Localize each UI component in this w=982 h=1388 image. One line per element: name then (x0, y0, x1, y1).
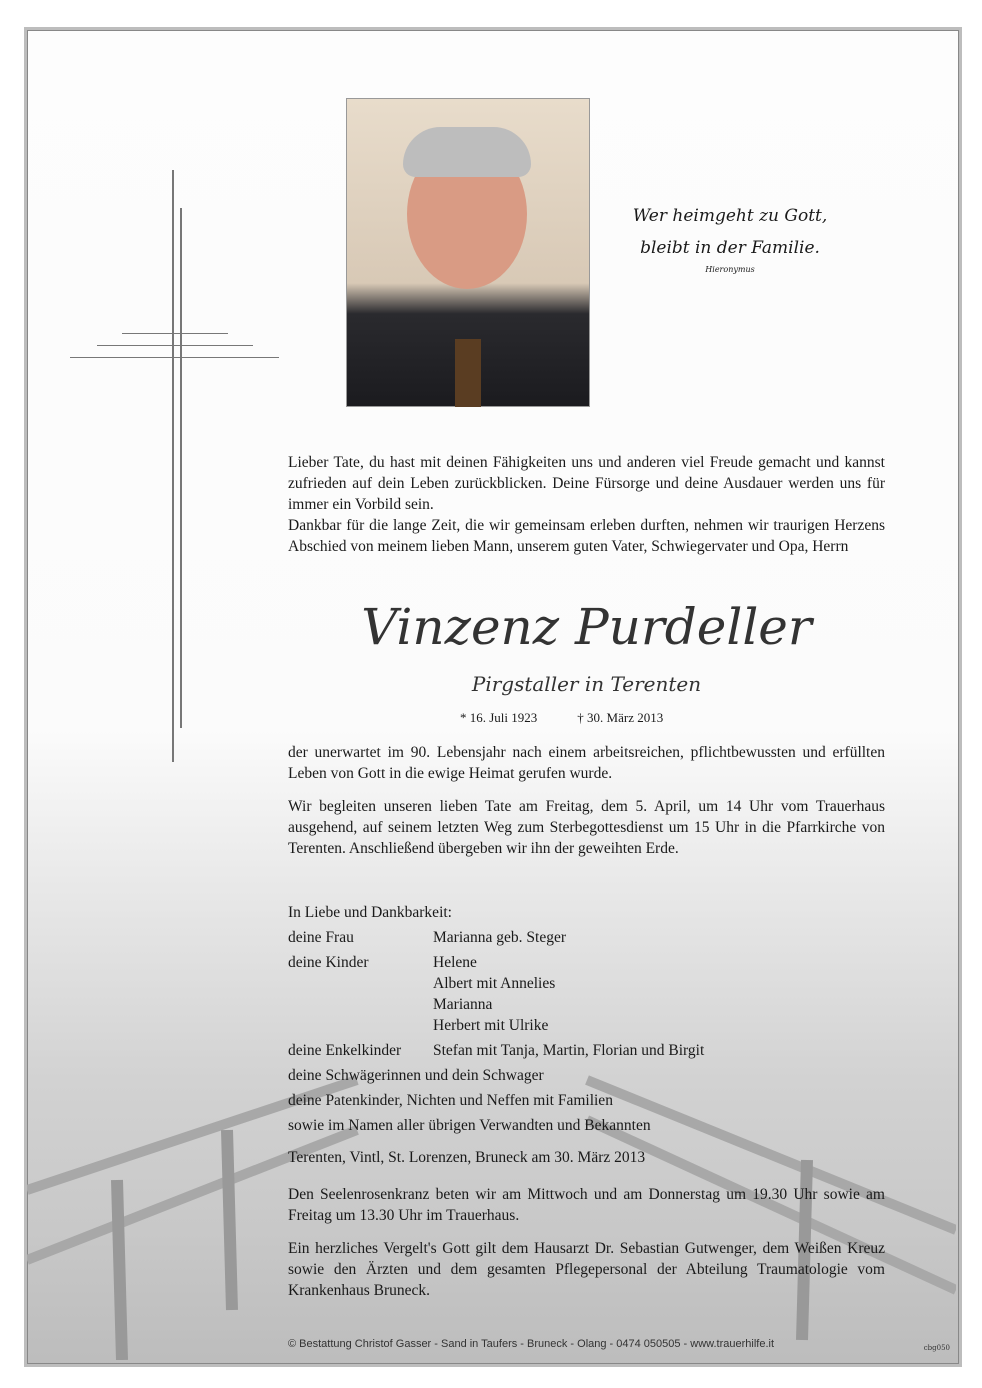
mourner-line: deine Schwägerinnen und dein Schwager (288, 1067, 544, 1084)
names: Helene (433, 954, 477, 971)
intro-text (288, 452, 885, 557)
mourner-line: sowie im Namen aller übrigen Verwandten und Bekannten (288, 1117, 651, 1134)
footer: © Bestattung Christof Gasser - Sand in Taufers - Bruneck - Olang - 0474 050505 - www.trauerhilfe.it (288, 1338, 775, 1350)
paragraph-life: der unerwartet im 90. Lebensjahr nach einem arbeitsreichen, pflichtbewussten und erfüllten Leben von Gott in die ewige Heimat gerufen wurde. (288, 744, 885, 782)
quote-line: bleibt in der Familie. (640, 238, 820, 258)
portrait-photo (346, 98, 590, 407)
names: Marianna (433, 996, 493, 1013)
birth-date: * 16. Juli 1923 (460, 710, 538, 725)
mourner-row (288, 952, 704, 1036)
deceased-subtitle: Pirgstaller in Terenten (471, 672, 702, 696)
relation: deine Kinder (288, 954, 369, 971)
relation: deine Frau (288, 929, 354, 946)
mourner-row (288, 1040, 704, 1061)
mourners (288, 902, 704, 1168)
relation: deine Enkelkinder (288, 1042, 402, 1059)
paragraph-rosary: Den Seelenrosenkranz beten wir am Mittwoch und am Donnerstag um 19.30 Uhr sowie am Freitag um 13.30 Uhr im Trauerhaus. (288, 1186, 885, 1224)
quote-author: Hieronymus (705, 265, 755, 274)
intro-paragraph: Dankbar für die lange Zeit, die wir gemeinsam erleben durften, nehmen wir traurigen Herzens Abschied von meinem lieben Mann, unserem guten Vater, Schwiegervater und Opa, Herrn (288, 517, 885, 555)
paragraph-funeral: Wir begleiten unseren lieben Tate am Freitag, dem 5. April, um 14 Uhr vom Trauerhaus ausgehend, auf seinem letzten Weg zum Sterbegottesdienst um 15 Uhr in die Pfarrkirche von Terenten. Anschließend übergeben wir ihn der geweihten Erde. (288, 798, 885, 857)
death-date: † 30. März 2013 (577, 710, 664, 725)
names: Albert mit Annelies (433, 975, 556, 992)
quote-line: Wer heimgeht zu Gott, (632, 206, 828, 226)
mourner-line: deine Patenkinder, Nichten und Neffen mit Familien (288, 1092, 613, 1109)
mourners-heading: In Liebe und Dankbarkeit: (288, 904, 452, 921)
template-code: cbg050 (923, 1344, 950, 1352)
paragraph-thanks: Ein herzliches Vergelt's Gott gilt dem Hausarzt Dr. Sebastian Gutwenger, dem Weißen Kreuz sowie den Ärzten und dem gesamten Pflegepersonal der Abteilung Traumatologie vom Krankenhaus Bruneck. (288, 1240, 885, 1299)
names: Marianna geb. Steger (433, 929, 566, 946)
dates (460, 710, 703, 726)
quote (600, 200, 860, 276)
deceased-name: Vinzenz Purdeller (361, 598, 812, 656)
names: Herbert mit Ulrike (433, 1017, 549, 1034)
place-date: Terenten, Vintl, St. Lorenzen, Bruneck am 30. März 2013 (288, 1149, 646, 1166)
names: Stefan mit Tanja, Martin, Florian und Birgit (433, 1042, 705, 1059)
mourner-row (288, 927, 704, 948)
intro-paragraph: Lieber Tate, du hast mit deinen Fähigkeiten uns und anderen viel Freude gemacht und kannst zufrieden auf dein Leben zurückblicken. Deine Fürsorge und deine Ausdauer werden uns für immer ein Vorbild sein. (288, 454, 885, 513)
